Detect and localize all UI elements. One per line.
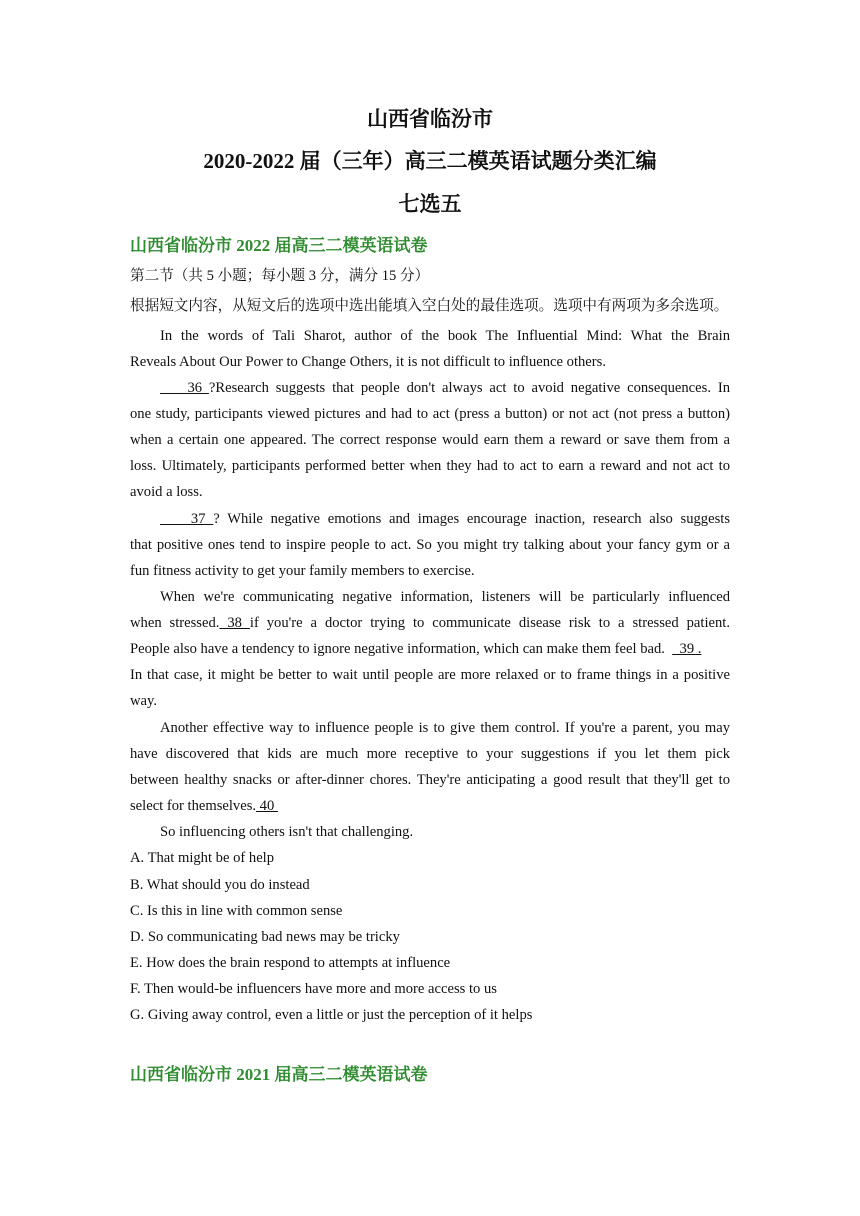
paragraph-text: ?Research suggests that people don't always act to avoid negative consequences. In (208, 380, 730, 396)
section-heading-2021: 山西省临汾市 2021 届高三二模英语试卷 (130, 1065, 428, 1084)
option-f: F. Then would-be influencers have more and more access to us (130, 981, 497, 997)
paragraph-line: fun fitness activity to get your family members to exercise. (130, 563, 475, 579)
paragraph-line (160, 510, 730, 528)
title-topic: 七选五 (398, 192, 462, 216)
paragraph-line: avoid a loss. (130, 484, 203, 500)
paragraph-text: ? While negative emotions and images encourage inaction, research also suggests (213, 511, 730, 527)
paragraph-line (130, 614, 730, 632)
paragraph-line: When we're communicating negative information, listeners will be particularly influenced (160, 589, 730, 605)
paragraph-text: if you're a doctor trying to communicate disease risk to a stressed patient. (249, 615, 730, 631)
paragraph-line (160, 379, 730, 397)
option-g: G. Giving away control, even a little or just the perception of it helps (130, 1007, 533, 1023)
option-a: A. That might be of help (130, 850, 275, 866)
paragraph-line: Another effective way to influence people is to give them control. If you're a parent, you may (160, 720, 730, 736)
paragraph-line: In that case, it might be better to wait until people are more relaxed or to frame things in a positive (130, 667, 730, 683)
option-d: D. So communicating bad news may be tricky (130, 929, 400, 945)
paragraph-line (130, 797, 730, 815)
blank-37: 37 (160, 511, 214, 527)
paragraph-line: loss. Ultimately, participants performed better when they had to act to earn a reward and not act to (130, 458, 730, 474)
paragraph-line: one study, participants viewed pictures and had to act (press a button) or not act (not press a button) (130, 406, 730, 422)
option-b: B. What should you do instead (130, 877, 310, 893)
blank-40: 40 (256, 798, 278, 814)
paragraph-text: when stressed. (130, 615, 220, 631)
paragraph-line: that positive ones tend to inspire people to act. So you might try talking about your fancy gym or a (130, 537, 730, 553)
paragraph-line: have discovered that kids are much more receptive to your suggestions if you let them pick (130, 746, 730, 762)
paragraph-line: when a certain one appeared. The correct response would earn them a reward or save them from a (130, 432, 730, 448)
paragraph-line: Reveals About Our Power to Change Others, it is not difficult to influence others. (130, 354, 606, 370)
instructions: 根据短文内容，从短文后的选项中选出能填入空白处的最佳选项。选项中有两项为多余选项。 (130, 298, 729, 314)
blank-39: 39 . (672, 641, 702, 657)
part-info: 第二节（共 5 小题；每小题 3 分，满分 15 分） (130, 268, 430, 284)
paragraph-line: So influencing others isn't that challenging. (160, 824, 414, 840)
option-e: E. How does the brain respond to attempts at influence (130, 955, 451, 971)
paragraph-text: People also have a tendency to ignore negative information, which can make them feel bad. (130, 641, 673, 657)
paragraph-line: between healthy snacks or after-dinner chores. They're anticipating a good result that they'll get to (130, 772, 730, 788)
blank-36: 36 (160, 380, 209, 396)
section-heading-2022: 山西省临汾市 2022 届高三二模英语试卷 (130, 236, 428, 255)
title-main: 2020-2022 届（三年）高三二模英语试题分类汇编 (203, 149, 657, 173)
title-region: 山西省临汾市 (367, 107, 493, 131)
paragraph-line (130, 640, 730, 658)
paragraph-line: In the words of Tali Sharot, author of the book The Influential Mind: What the Brain (160, 328, 730, 344)
option-c: C. Is this in line with common sense (130, 903, 343, 919)
blank-38: 38 (219, 615, 250, 631)
paragraph-line: way. (130, 693, 158, 709)
paragraph-text: select for themselves. (130, 798, 257, 814)
